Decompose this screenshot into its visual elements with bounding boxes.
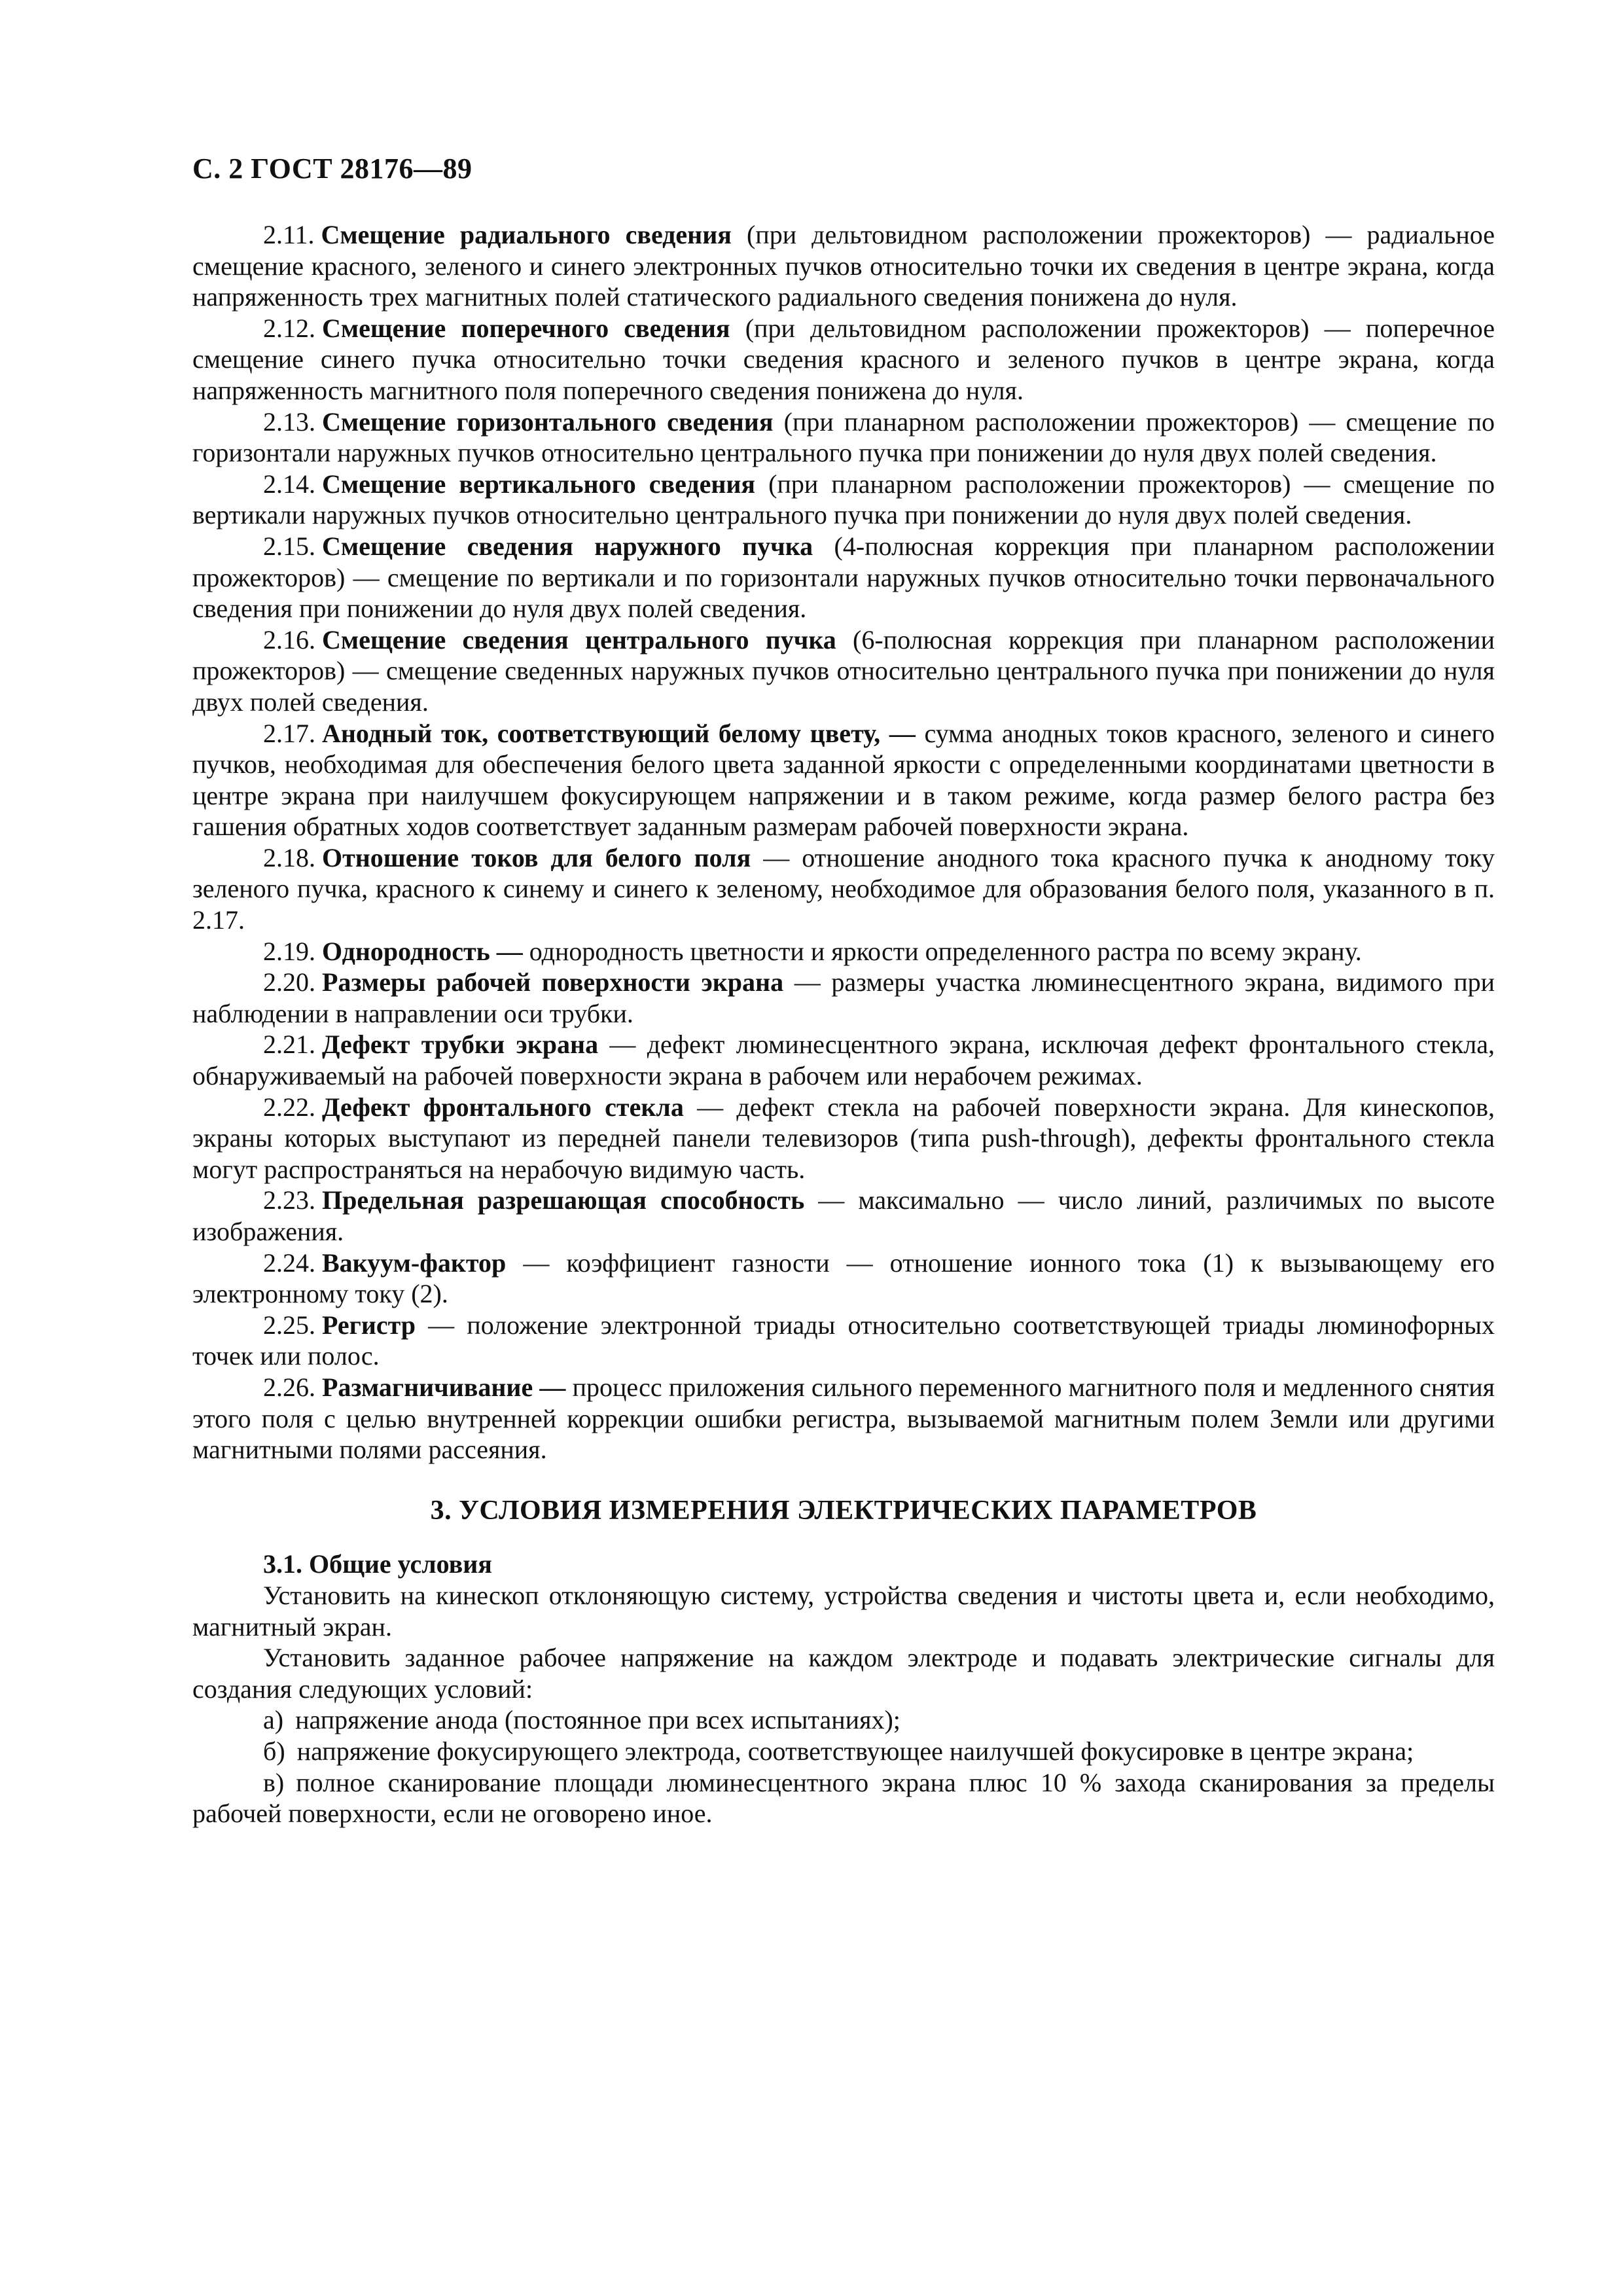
definition-text: (при дельтовидном расположении прожекторов) — поперечное смещение синего пучка относительно точки сведения красного и зеленого пучков в центре экрана, когда напряженность магнитного поля поперечного сведения понижена до нуля. (192, 313, 1495, 405)
term: Предельная разрешающая способность (322, 1185, 805, 1215)
term: Анодный ток, соответствующий белому цвету, — (322, 718, 916, 748)
clause-number: 2.19. (263, 936, 315, 966)
clause-number: 2.15. (263, 531, 315, 561)
definition-2-13 (192, 406, 1495, 469)
term: Отношение токов для белого поля (322, 842, 751, 872)
list-item-text: полное сканирование площади люминесцентного экрана плюс 10 % захода сканирования за пределы рабочей поверхности, если не оговорено иное. (192, 1767, 1495, 1829)
list-item-a (192, 1704, 1495, 1736)
definition-2-24 (192, 1247, 1495, 1310)
definition-text: (при планарном расположении прожекторов) — смещение по горизонтали наружных пучков относительно центрального пучка при понижении до нуля двух полей сведения. (192, 406, 1495, 468)
document-body (192, 219, 1495, 1829)
term: Размеры рабочей поверхности экрана (322, 967, 784, 997)
definition-text: (4-полюсная коррекция при планарном расположении прожекторов) — смещение по вертикали и по горизонтали наружных пучков относительно точки первоначального сведения при понижении до нуля двух полей сведения. (192, 531, 1495, 624)
section-3-paragraph-2: Установить заданное рабочее напряжение на каждом электроде и подавать электрические сигналы для создания следующих условий: (192, 1643, 1495, 1704)
list-item-text: напряжение анода (постоянное при всех испытаниях); (295, 1705, 901, 1735)
term: Смещение горизонтального сведения (322, 406, 774, 437)
definition-text: — коэффициент газности — отношение ионного тока (1) к вызывающему его электронному току (2). (192, 1247, 1495, 1309)
term: Вакуум-фактор (322, 1247, 507, 1278)
clause-number: 2.21. (263, 1030, 315, 1060)
definition-text: однородность цветности и яркости определенного растра по всему экрану. (522, 936, 1362, 966)
clause-number: 2.26. (263, 1372, 315, 1402)
list-marker: а) (263, 1705, 284, 1735)
definition-text: сумма анодных токов красного, зеленого и синего пучков, необходимая для обеспечения белого цвета заданной яркости с определенными координатами цветности в центре экрана при наилучшем фокусирующем напряжении и в таком режиме, когда размер белого растра без гашения обратных ходов соответствует заданным размерам рабочей поверхности экрана. (192, 718, 1495, 842)
definition-text: (при планарном расположении прожекторов) — смещение по вертикали наружных пучков относительно центрального пучка при понижении до нуля двух полей сведения. (192, 469, 1495, 530)
definition-2-18 (192, 842, 1495, 936)
term: Смещение вертикального сведения (322, 469, 756, 499)
list-item-c (192, 1767, 1495, 1829)
definition-text: — дефект стекла на рабочей поверхности экрана. Для кинескопов, экраны которых выступают из передней панели телевизоров (типа push-through), дефекты фронтального стекла могут распространяться на нерабочую видимую часть. (192, 1092, 1495, 1184)
list-marker: в) (263, 1767, 285, 1797)
definition-2-16 (192, 624, 1495, 718)
clause-number: 2.16. (263, 624, 315, 655)
clause-number: 2.17. (263, 718, 315, 748)
definition-2-21 (192, 1029, 1495, 1091)
definition-2-12 (192, 313, 1495, 406)
definition-2-17 (192, 718, 1495, 842)
definition-2-23 (192, 1185, 1495, 1247)
term: Смещение сведения центрального пучка (322, 624, 836, 655)
definition-text: — отношение анодного тока красного пучка к анодному току зеленого пучка, красного к синему и синего к зеленому, необходимое для образования белого поля, указанного в п. 2.17. (192, 842, 1495, 935)
definition-2-20 (192, 967, 1495, 1029)
term: Размагничивание — (322, 1372, 566, 1402)
term: Однородность — (322, 936, 523, 966)
definition-2-14 (192, 469, 1495, 531)
term: Регистр (322, 1310, 416, 1340)
term: Смещение радиального сведения (321, 220, 732, 249)
definition-text: процесс приложения сильного переменного магнитного поля и медленного снятия этого поля с целью внутренней коррекции ошибки регистра, вызываемой магнитным полем Земли или другими магнитными полями рассеяния. (192, 1372, 1495, 1465)
clause-number: 2.22. (263, 1092, 315, 1122)
definition-2-26 (192, 1372, 1495, 1465)
definition-2-25 (192, 1310, 1495, 1372)
term: Смещение поперечного сведения (322, 313, 730, 343)
definition-text: — максимально — число линий, различимых по высоте изображения. (192, 1185, 1495, 1246)
section-3-paragraph-1: Установить на кинескоп отклоняющую систему, устройства сведения и чистоты цвета и, если необходимо, магнитный экран. (192, 1580, 1495, 1641)
clause-number: 2.25. (263, 1310, 315, 1340)
term: Дефект трубки экрана (322, 1030, 599, 1060)
definition-text: (при дельтовидном расположении прожекторов) — радиальное смещение красного, зеленого и синего электронных пучков относительно точки их сведения в центре экрана, когда напряженность трех магнитных полей статического радиального сведения понижена до нуля. (192, 220, 1495, 312)
clause-number: 2.18. (263, 842, 315, 872)
definition-text: — размеры участка люминесцентного экрана, видимого при наблюдении в направлении оси трубки. (192, 967, 1495, 1028)
list-item-text: напряжение фокусирующего электрода, соответствующее наилучшей фокусировке в центре экрана; (296, 1736, 1414, 1766)
clause-number: 2.12. (263, 313, 315, 343)
clause-number: 2.23. (263, 1185, 315, 1215)
list-item-b (192, 1736, 1495, 1767)
term: Дефект фронтального стекла (322, 1092, 684, 1122)
clause-number: 2.13. (263, 406, 315, 437)
list-marker: б) (263, 1736, 285, 1766)
clause-number: 2.24. (263, 1247, 315, 1278)
definition-2-22 (192, 1092, 1495, 1185)
page-header: С. 2 ГОСТ 28176—89 (192, 152, 473, 185)
clause-number: 2.11. (263, 220, 315, 249)
definition-2-19 (192, 936, 1495, 967)
subsection-3-1-title: 3.1. Общие условия (263, 1549, 492, 1579)
clause-number: 2.14. (263, 469, 315, 499)
clause-number: 2.20. (263, 967, 315, 997)
term: Смещение сведения наружного пучка (322, 531, 813, 561)
definition-2-15 (192, 531, 1495, 624)
section-3-title: 3. УСЛОВИЯ ИЗМЕРЕНИЯ ЭЛЕКТРИЧЕСКИХ ПАРАМЕТРОВ (430, 1495, 1257, 1526)
definition-text: (6-полюсная коррекция при планарном расположении прожекторов) — смещение сведенных наружных пучков относительно центрального пучка при понижении до нуля двух полей сведения. (192, 624, 1495, 717)
definition-text: — дефект люминесцентного экрана, исключая дефект фронтального стекла, обнаруживаемый на рабочей поверхности экрана в рабочем или нерабочем режимах. (192, 1030, 1495, 1091)
definition-text: — положение электронной триады относительно соответствующей триады люминофорных точек или полос. (192, 1310, 1495, 1371)
definition-2-11 (192, 219, 1495, 313)
